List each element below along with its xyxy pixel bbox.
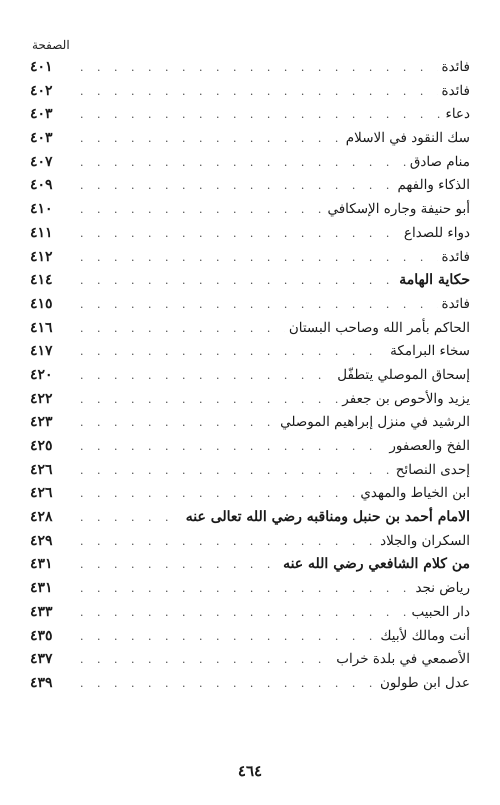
toc-entry-page: ٤٢٥ [30,438,53,454]
toc-entry-title: إسحاق الموصلي يتطفّل [337,366,470,383]
page-column-header: الصفحة [32,38,70,52]
dot-leader [80,601,407,625]
dot-leader [80,246,438,270]
dot-leader [80,459,392,483]
toc-entry [30,672,470,696]
toc-entry-title: سخاء البرامكة [390,343,470,360]
toc-entry-title: منام صادق [409,153,470,170]
dot-leader [80,80,438,104]
toc-entry-page: ٤٢٢ [30,390,53,407]
toc-entry-page: ٤١٢ [30,248,53,265]
toc-entry-title: السكران والجلاد [380,532,470,549]
dot-leader [80,482,356,506]
toc-entry [30,340,470,364]
toc-entry-page: ٤١٤ [30,272,53,289]
toc-entry-title: سك النقود في الاسلام [345,130,470,147]
dot-leader [80,648,332,672]
toc-entry [30,56,470,80]
dot-leader [80,364,333,388]
toc-entry [30,553,470,577]
toc-entry-title: من كلام الشافعي رضي الله عنه [283,556,470,573]
dot-leader [80,553,279,577]
toc-entry [30,648,470,672]
dot-leader [80,435,385,459]
toc-entry-title: فائدة [441,59,470,75]
toc-entry-page: ٤٢٣ [30,414,53,431]
dot-leader [80,317,285,341]
dot-leader [80,577,411,601]
toc-entry-title: فائدة [441,295,470,312]
toc-entry [30,269,470,293]
toc-entry-title: فائدة [441,82,470,99]
toc-entry-page: ٤٢٠ [30,366,53,383]
toc-entry [30,127,470,151]
table-of-contents [30,56,470,696]
toc-entry [30,317,470,341]
toc-entry [30,435,470,459]
toc-entry-page: ٤١٦ [30,319,53,336]
toc-entry-title: الحاكم بأمر الله وصاحب البستان [288,319,470,336]
toc-entry-title: يزيد والأحوص بن جعفر [342,390,470,407]
toc-entry-page: ٤٠٧ [30,153,53,170]
toc-entry-title: إحدى النصائح [395,461,470,478]
toc-entry [30,530,470,554]
toc-entry-title: دواء للصداع [403,224,470,241]
toc-entry [30,411,470,435]
toc-entry-title: الفخ والعصفور [389,438,470,454]
toc-entry-title: أنت ومالك لأبيك [380,627,470,644]
toc-entry-page: ٤٣٥ [30,627,53,644]
toc-entry [30,388,470,412]
toc-entry-title: فائدة [441,248,470,265]
toc-entry-page: ٤٠١ [30,59,53,75]
toc-entry [30,198,470,222]
toc-entry-title: ابن الخياط والمهدي [360,485,470,502]
toc-entry [30,80,470,104]
toc-entry [30,246,470,270]
dot-leader [80,672,376,696]
toc-entry-title: دار الحبيب [411,603,470,620]
dot-leader [80,293,438,317]
toc-entry [30,577,470,601]
toc-entry [30,506,470,530]
toc-entry [30,103,470,127]
toc-entry [30,364,470,388]
toc-entry [30,625,470,649]
toc-entry-title: الرشيد في منزل إبراهيم الموصلي [280,414,470,431]
toc-entry-title: الأصمعي في بلدة خراب [336,651,470,668]
dot-leader [80,222,400,246]
toc-entry-page: ٤٠٣ [30,130,53,147]
toc-entry-title: الذكاء والفهم [397,177,470,194]
dot-leader [80,530,376,554]
toc-entry [30,459,470,483]
toc-entry-title: دعاء [445,106,470,123]
toc-entry-title: أبو حنيفة وجاره الإسكافي [327,201,470,218]
toc-entry-page: ٤٣٣ [30,603,53,620]
dot-leader [80,269,395,293]
toc-entry-page: ٤١٧ [30,343,53,360]
toc-entry-page: ٤١١ [30,224,53,241]
toc-entry-page: ٤٣١ [30,556,53,573]
page-number: ٤٦٤ [237,762,263,780]
dot-leader [80,340,386,364]
toc-entry-page: ٤٢٦ [30,485,53,502]
dot-leader [80,506,182,530]
toc-entry [30,151,470,175]
toc-entry-page: ٤٠٩ [30,177,53,194]
toc-entry-page: ٤١٥ [30,295,53,312]
dot-leader [80,198,323,222]
toc-entry [30,482,470,506]
dot-leader [80,411,276,435]
dot-leader [80,151,406,175]
toc-entry-page: ٤٣١ [30,580,53,597]
toc-entry-page: ٤٢٦ [30,461,53,478]
toc-entry-title: الامام أحمد بن حنبل ومناقبه رضي الله تعالى عنه [185,509,470,526]
toc-entry-page: ٤٣٧ [30,651,53,668]
toc-entry [30,174,470,198]
dot-leader [80,388,338,412]
toc-entry [30,601,470,625]
toc-entry-page: ٤٢٩ [30,532,53,549]
dot-leader [80,174,393,198]
toc-entry-page: ٤٣٩ [30,674,53,691]
dot-leader [80,103,441,127]
toc-entry-page: ٤٠٢ [30,82,53,99]
dot-leader [80,56,438,80]
toc-entry-page: ٤١٠ [30,201,53,218]
toc-entry-title: عدل ابن طولون [379,674,470,691]
toc-entry-page: ٤٢٨ [30,509,53,526]
toc-entry [30,222,470,246]
dot-leader [80,127,342,151]
toc-entry-title: رياض نجد [415,580,470,597]
toc-entry-title: حكاية الهامة [399,272,470,289]
toc-entry [30,293,470,317]
toc-entry-page: ٤٠٣ [30,106,53,123]
dot-leader [80,625,376,649]
